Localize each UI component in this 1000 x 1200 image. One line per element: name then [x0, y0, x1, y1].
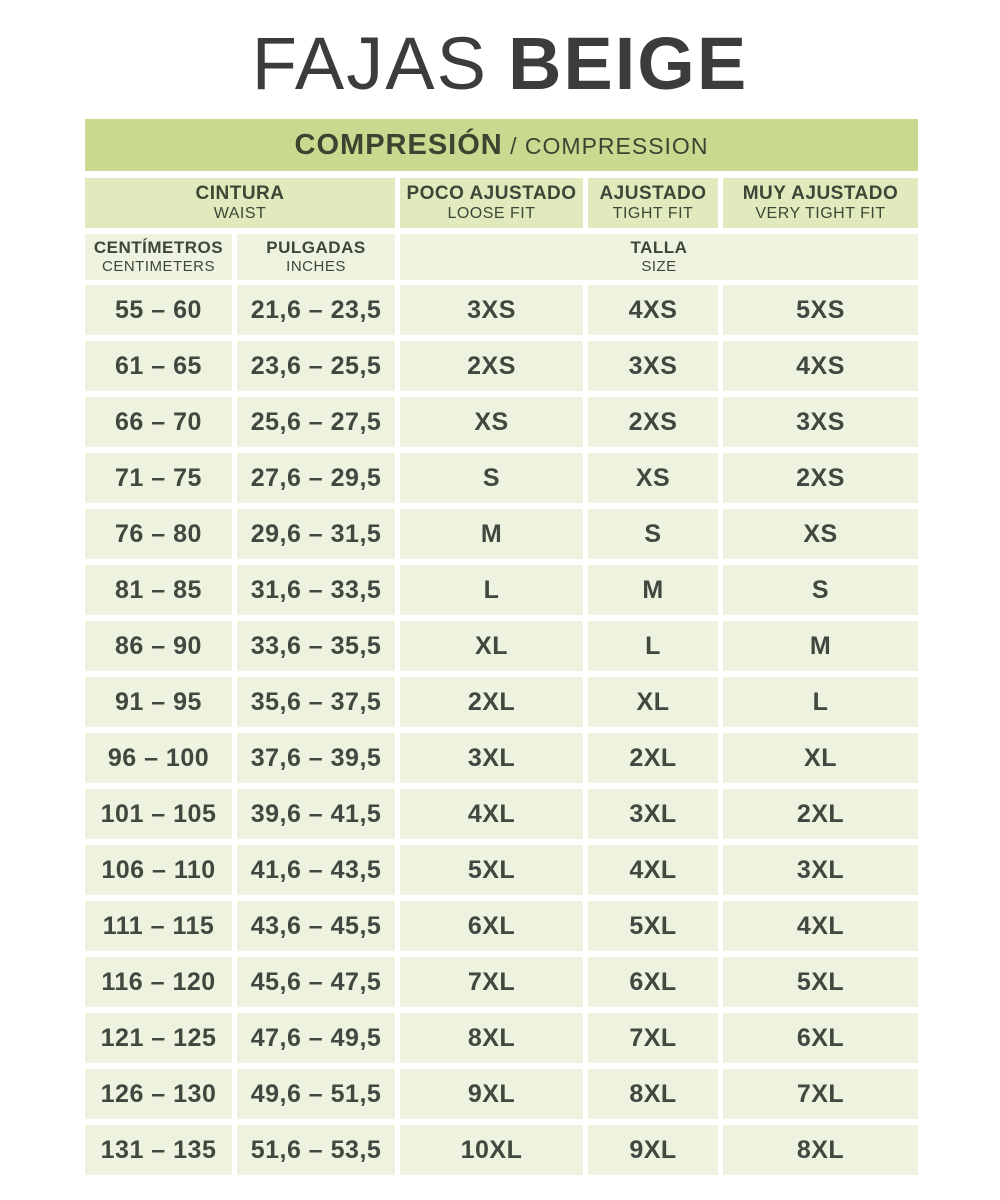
header-tight-es: AJUSTADO	[599, 182, 707, 204]
cell-centimeters-range: 81 – 85	[85, 565, 232, 615]
cell-inches-range: 43,6 – 45,5	[237, 901, 395, 951]
table-row	[85, 677, 918, 727]
cell-tight-fit-size: 8XL	[588, 1069, 718, 1119]
cell-tight-fit-size: M	[588, 565, 718, 615]
banner-label-en: COMPRESSION	[524, 133, 709, 159]
cell-inches-range: 41,6 – 43,5	[237, 845, 395, 895]
table-row	[85, 341, 918, 391]
cell-inches-range: 45,6 – 47,5	[237, 957, 395, 1007]
cell-very-tight-fit-size: 3XL	[723, 845, 918, 895]
cell-loose-fit-size: 3XS	[400, 285, 583, 335]
cell-loose-fit-size: 4XL	[400, 789, 583, 839]
cell-centimeters-range: 111 – 115	[85, 901, 232, 951]
table-row	[85, 901, 918, 951]
cell-inches-range: 51,6 – 53,5	[237, 1125, 395, 1175]
table-row	[85, 957, 918, 1007]
cell-inches-range: 33,6 – 35,5	[237, 621, 395, 671]
title-brand-bold: BEIGE	[507, 22, 749, 105]
header-size	[400, 234, 918, 280]
cell-very-tight-fit-size: 5XS	[723, 285, 918, 335]
cell-tight-fit-size: 4XL	[588, 845, 718, 895]
cell-tight-fit-size: XS	[588, 453, 718, 503]
cell-centimeters-range: 121 – 125	[85, 1013, 232, 1063]
cell-centimeters-range: 131 – 135	[85, 1125, 232, 1175]
cell-centimeters-range: 86 – 90	[85, 621, 232, 671]
table-row	[85, 285, 918, 335]
cell-tight-fit-size: 2XL	[588, 733, 718, 783]
cell-tight-fit-size: L	[588, 621, 718, 671]
cell-loose-fit-size: 2XL	[400, 677, 583, 727]
banner-separator: /	[502, 133, 525, 159]
header-centimeters-en: CENTIMETERS	[101, 258, 215, 276]
cell-centimeters-range: 96 – 100	[85, 733, 232, 783]
cell-centimeters-range: 66 – 70	[85, 397, 232, 447]
cell-loose-fit-size: S	[400, 453, 583, 503]
cell-inches-range: 23,6 – 25,5	[237, 341, 395, 391]
cell-very-tight-fit-size: 4XL	[723, 901, 918, 951]
cell-centimeters-range: 116 – 120	[85, 957, 232, 1007]
cell-very-tight-fit-size: 4XS	[723, 341, 918, 391]
cell-very-tight-fit-size: S	[723, 565, 918, 615]
header-inches	[237, 234, 395, 280]
cell-centimeters-range: 126 – 130	[85, 1069, 232, 1119]
cell-inches-range: 25,6 – 27,5	[237, 397, 395, 447]
cell-very-tight-fit-size: 2XL	[723, 789, 918, 839]
cell-centimeters-range: 106 – 110	[85, 845, 232, 895]
table-row	[85, 509, 918, 559]
header-cintura-es: CINTURA	[195, 182, 285, 204]
header-very-tight-fit	[723, 178, 918, 228]
cell-tight-fit-size: 6XL	[588, 957, 718, 1007]
cell-inches-range: 37,6 – 39,5	[237, 733, 395, 783]
cell-loose-fit-size: L	[400, 565, 583, 615]
cell-tight-fit-size: 5XL	[588, 901, 718, 951]
table-row	[85, 789, 918, 839]
header-cintura-en: WAIST	[213, 204, 267, 222]
compression-banner	[85, 119, 918, 171]
cell-centimeters-range: 55 – 60	[85, 285, 232, 335]
cell-loose-fit-size: XL	[400, 621, 583, 671]
cell-loose-fit-size: 6XL	[400, 901, 583, 951]
header-very-tight-en: VERY TIGHT FIT	[755, 204, 886, 222]
cell-very-tight-fit-size: XS	[723, 509, 918, 559]
cell-loose-fit-size: 3XL	[400, 733, 583, 783]
cell-very-tight-fit-size: 5XL	[723, 957, 918, 1007]
cell-centimeters-range: 71 – 75	[85, 453, 232, 503]
header-loose-en: LOOSE FIT	[447, 204, 536, 222]
cell-centimeters-range: 101 – 105	[85, 789, 232, 839]
cell-very-tight-fit-size: L	[723, 677, 918, 727]
cell-inches-range: 35,6 – 37,5	[237, 677, 395, 727]
cell-inches-range: 49,6 – 51,5	[237, 1069, 395, 1119]
cell-inches-range: 29,6 – 31,5	[237, 509, 395, 559]
header-loose-es: POCO AJUSTADO	[406, 182, 577, 204]
cell-very-tight-fit-size: 8XL	[723, 1125, 918, 1175]
table-row	[85, 1013, 918, 1063]
cell-loose-fit-size: XS	[400, 397, 583, 447]
cell-inches-range: 31,6 – 33,5	[237, 565, 395, 615]
cell-centimeters-range: 91 – 95	[85, 677, 232, 727]
fit-header-row	[85, 178, 918, 228]
header-tight-en: TIGHT FIT	[612, 204, 694, 222]
cell-loose-fit-size: 10XL	[400, 1125, 583, 1175]
cell-inches-range: 47,6 – 49,5	[237, 1013, 395, 1063]
cell-tight-fit-size: 3XS	[588, 341, 718, 391]
header-size-es: TALLA	[630, 237, 688, 257]
cell-tight-fit-size: 3XL	[588, 789, 718, 839]
cell-inches-range: 21,6 – 23,5	[237, 285, 395, 335]
cell-inches-range: 39,6 – 41,5	[237, 789, 395, 839]
cell-tight-fit-size: XL	[588, 677, 718, 727]
cell-very-tight-fit-size: 6XL	[723, 1013, 918, 1063]
title-brand-light: FAJAS	[251, 22, 488, 105]
header-centimeters-es: CENTÍMETROS	[93, 237, 224, 257]
cell-very-tight-fit-size: M	[723, 621, 918, 671]
header-size-en: SIZE	[641, 258, 677, 276]
page-title	[0, 0, 1000, 119]
cell-loose-fit-size: 8XL	[400, 1013, 583, 1063]
cell-tight-fit-size: 2XS	[588, 397, 718, 447]
cell-very-tight-fit-size: 7XL	[723, 1069, 918, 1119]
header-tight-fit	[588, 178, 718, 228]
header-inches-en: INCHES	[286, 258, 346, 276]
cell-tight-fit-size: 7XL	[588, 1013, 718, 1063]
cell-loose-fit-size: 5XL	[400, 845, 583, 895]
header-centimeters	[85, 234, 232, 280]
table-row	[85, 845, 918, 895]
cell-loose-fit-size: 9XL	[400, 1069, 583, 1119]
header-very-tight-es: MUY AJUSTADO	[742, 182, 899, 204]
cell-very-tight-fit-size: 3XS	[723, 397, 918, 447]
cell-tight-fit-size: 4XS	[588, 285, 718, 335]
size-table-body	[85, 285, 918, 1175]
table-row	[85, 397, 918, 447]
cell-tight-fit-size: S	[588, 509, 718, 559]
table-row	[85, 565, 918, 615]
cell-loose-fit-size: M	[400, 509, 583, 559]
cell-inches-range: 27,6 – 29,5	[237, 453, 395, 503]
header-cintura-waist	[85, 178, 395, 228]
cell-very-tight-fit-size: 2XS	[723, 453, 918, 503]
cell-loose-fit-size: 2XS	[400, 341, 583, 391]
table-row	[85, 1069, 918, 1119]
banner-label-es: COMPRESIÓN	[294, 129, 503, 161]
cell-tight-fit-size: 9XL	[588, 1125, 718, 1175]
table-row	[85, 733, 918, 783]
cell-centimeters-range: 61 – 65	[85, 341, 232, 391]
size-chart-table	[85, 119, 918, 1175]
unit-header-row	[85, 234, 918, 280]
cell-centimeters-range: 76 – 80	[85, 509, 232, 559]
table-row	[85, 1125, 918, 1175]
table-row	[85, 621, 918, 671]
cell-loose-fit-size: 7XL	[400, 957, 583, 1007]
header-inches-es: PULGADAS	[266, 237, 366, 257]
cell-very-tight-fit-size: XL	[723, 733, 918, 783]
header-loose-fit	[400, 178, 583, 228]
table-row	[85, 453, 918, 503]
